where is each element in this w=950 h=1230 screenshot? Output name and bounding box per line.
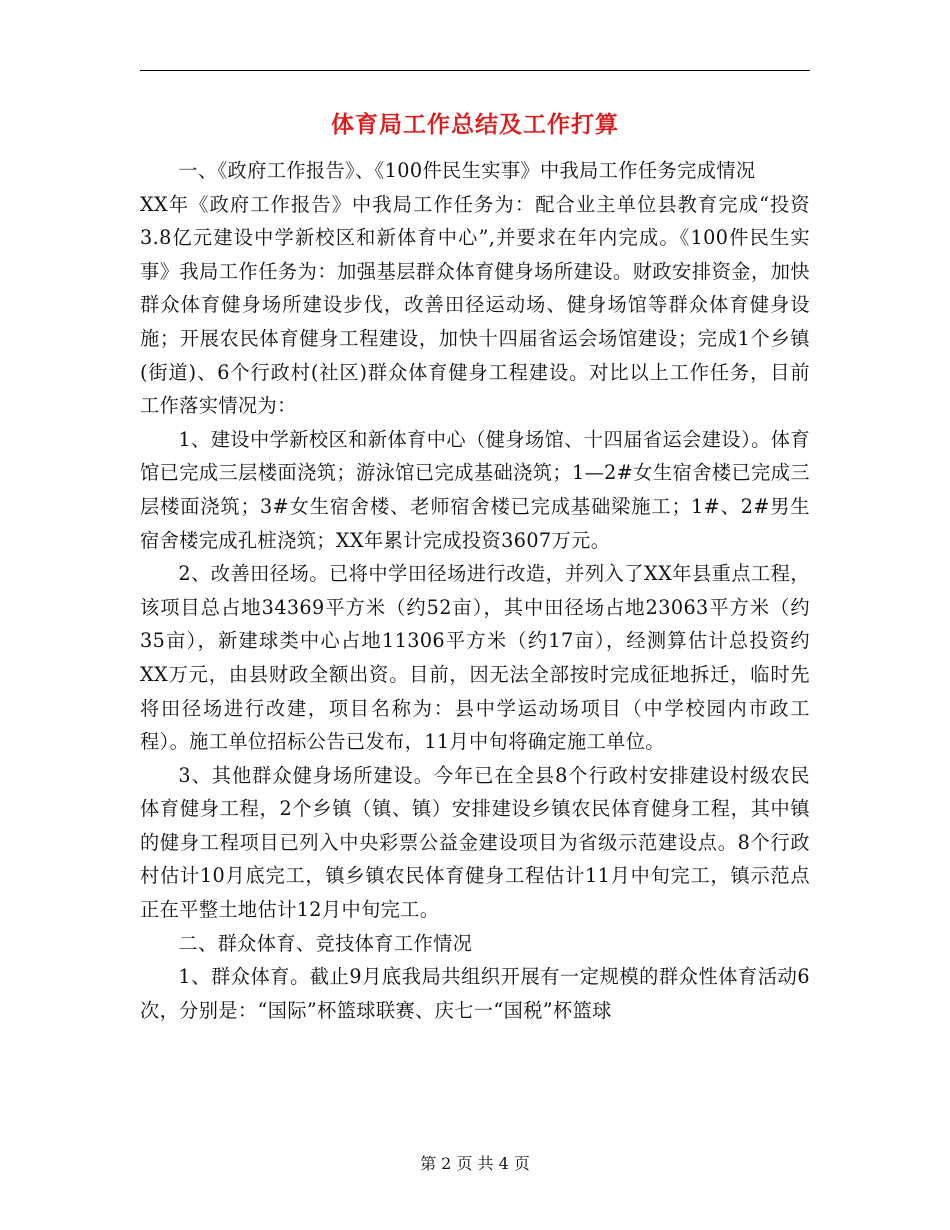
header-rule (140, 70, 810, 71)
section-heading-1: 一、《政府工作报告》、《100件民生实事》中我局工作任务完成情况 (178, 159, 756, 182)
paragraph-tasks: XX年《政府工作报告》中我局工作任务为：配合业主单位县教育完成“投资3.8亿元建设中学新校区和新体育中心”,并要求在年内完成。《100件民生实事》我局工作任务为：加强基层群众体育健身场所建设。财政安排资金，加快群众体育健身场所建设步伐，改善田径运动场、健身场馆等群众体育健身设施；开展农民体育健身工程建设，加快十四届省运会场馆建设；完成1个乡镇(街道)、6个行政村(社区)群众体育健身工程建设。对比以上工作任务，目前工作落实情况为： (140, 192, 810, 418)
paragraph-mass-sports: 1、群众体育。截止9月底我局共组织开展有一定规模的群众性体育活动6次，分别是：“国际”杯篮球联赛、庆七一“国税”杯篮球 (140, 965, 810, 1022)
paragraph-item-2: 2、改善田径场。已将中学田径场进行改造，并列入了XX年县重点工程，该项目总占地34369平方米（约52亩），其中田径场占地23063平方米（约35亩），新建球类中心占地11306平方米（约17亩），经测算估计总投资约XX万元，由县财政全额出资。目前，因无法全部按时完成征地拆迁，临时先将田径场进行改建，项目名称为：县中学运动场项目（中学校园内市政工程）。施工单位招标公告已发布，11月中旬将确定施工单位。 (140, 562, 810, 754)
page-footer: 第 2 页 共 4 页 (420, 1154, 530, 1173)
section-heading-2: 二、群众体育、竞技体育工作情况 (178, 931, 473, 955)
paragraph-item-1: 1、建设中学新校区和新体育中心（健身场馆、十四届省运会建设）。体育馆已完成三层楼面浇筑；游泳馆已完成基础浇筑；1—2#女生宿舍楼已完成三层楼面浇筑；3#女生宿舍楼、老师宿舍楼已完成基础梁施工；1#、2#男生宿舍楼完成孔桩浇筑；XX年累计完成投资3607万元。 (140, 427, 810, 552)
paragraph-item-3: 3、其他群众健身场所建设。今年已在全县8个行政村安排建设村级农民体育健身工程，2个乡镇（镇、镇）安排建设乡镇农民体育健身工程，其中镇的健身工程项目已列入中央彩票公益金建设项目为省级示范建设点。8个行政村估计10月底完工，镇乡镇农民体育健身工程估计11月中旬完工，镇示范点正在平整土地估计12月中旬完工。 (140, 763, 810, 922)
document-body (140, 154, 810, 1027)
document-title: 体育局工作总结及工作打算 (331, 111, 619, 138)
